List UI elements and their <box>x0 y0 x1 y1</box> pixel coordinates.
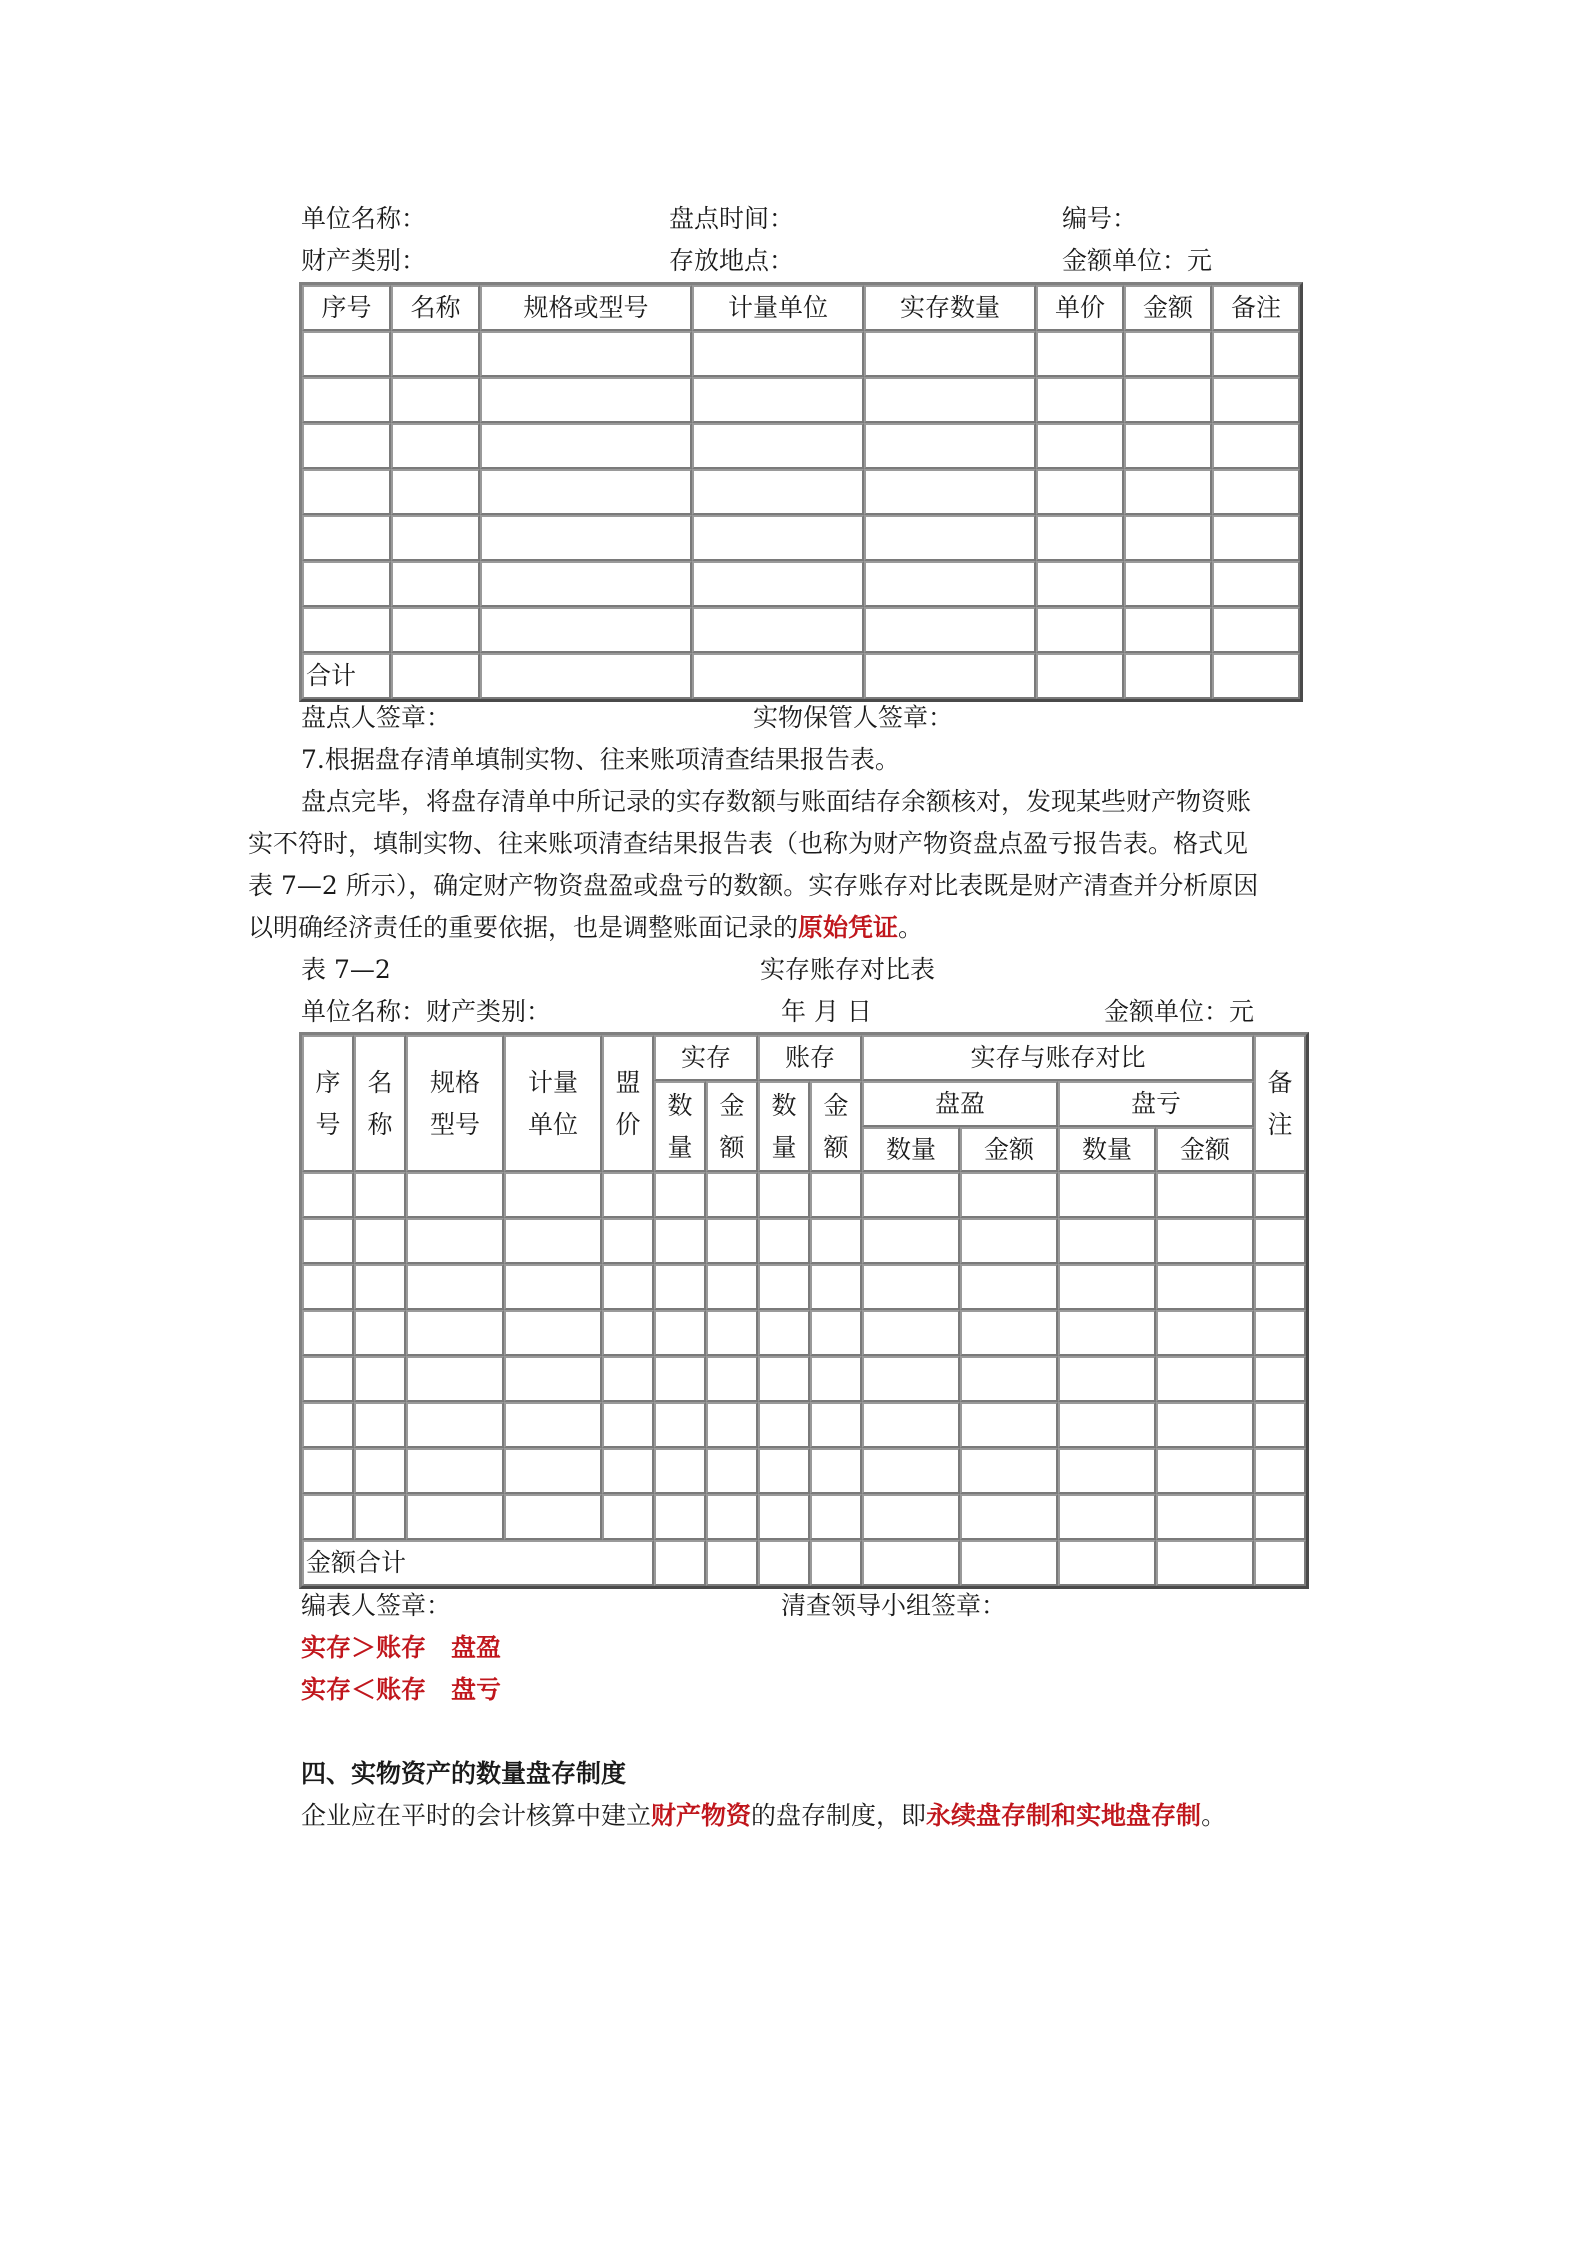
table-cell <box>504 1264 602 1310</box>
table-cell <box>602 1172 654 1218</box>
amount-unit-label-2: 金额单位：元 <box>1104 997 1255 1026</box>
table-cell <box>504 1494 602 1540</box>
table-cell <box>1212 423 1300 469</box>
table-cell <box>1156 1494 1254 1540</box>
inventory-systems-highlight: 永续盘存制和实地盘存制 <box>926 1801 1202 1830</box>
leader-signature-label: 清查领导小组签章： <box>781 1591 1007 1620</box>
table-cell <box>1254 1310 1306 1356</box>
table-cell <box>1124 423 1212 469</box>
table-cell <box>1156 1218 1254 1264</box>
section7-paragraph-line2: 实不符时，填制实物、往来账项清查结果报告表（也称为财产物资盘点盈亏报告表。格式见 <box>248 829 1249 858</box>
table-row <box>302 377 1300 423</box>
table-cell <box>1058 1402 1156 1448</box>
header-book: 账存 <box>758 1035 862 1081</box>
table-cell <box>602 1356 654 1402</box>
table-cell <box>960 1402 1058 1448</box>
table-cell <box>1212 469 1300 515</box>
table-cell <box>480 331 692 377</box>
table-total-row <box>302 1540 1306 1586</box>
table-cell <box>480 377 692 423</box>
section7-paragraph-line4 <box>248 913 923 943</box>
table-cell <box>354 1448 406 1494</box>
table-cell <box>706 1264 758 1310</box>
date-label: 年 月 日 <box>781 997 872 1026</box>
table-cell <box>960 1172 1058 1218</box>
storage-location-label: 存放地点： <box>669 246 795 275</box>
table-cell <box>302 1494 354 1540</box>
table-cell <box>758 1494 810 1540</box>
table-cell <box>960 1540 1058 1586</box>
table-cell <box>1254 1402 1306 1448</box>
section4-heading: 四、实物资产的数量盘存制度 <box>301 1759 627 1788</box>
table-header-row <box>302 285 1300 331</box>
table-header-row <box>302 1035 1306 1081</box>
surplus-rule: 实存＞账存 盘盈 <box>301 1633 502 1662</box>
table-cell <box>654 1172 706 1218</box>
table-cell <box>1036 469 1124 515</box>
table-cell <box>864 377 1036 423</box>
table-cell <box>602 1448 654 1494</box>
table-cell <box>758 1172 810 1218</box>
table-row <box>302 561 1300 607</box>
header-unit-price: 盟 价 <box>602 1035 654 1172</box>
header-comparison: 实存与账存对比 <box>862 1035 1254 1081</box>
original-voucher-highlight: 原始凭证 <box>798 913 899 942</box>
header-seq: 序号 <box>302 285 391 331</box>
header-remark: 备注 <box>1212 285 1300 331</box>
table-cell <box>302 1310 354 1356</box>
table-cell <box>302 423 391 469</box>
table-cell <box>654 1402 706 1448</box>
unit-name-label: 单位名称： <box>301 204 427 233</box>
table-cell <box>706 1356 758 1402</box>
section7-heading: 7.根据盘存清单填制实物、往来账项清查结果报告表。 <box>301 745 900 774</box>
inventory-list-table <box>299 282 1303 702</box>
header-book-amount: 金 额 <box>810 1081 862 1172</box>
table-cell <box>480 607 692 653</box>
header-name: 名称 <box>391 285 480 331</box>
table-cell <box>758 1218 810 1264</box>
table-cell <box>504 1310 602 1356</box>
table-cell <box>1058 1218 1156 1264</box>
table-cell <box>1036 653 1124 699</box>
table-row <box>302 1218 1306 1264</box>
table-row <box>302 1494 1306 1540</box>
table-cell <box>1036 561 1124 607</box>
table-cell <box>1156 1356 1254 1402</box>
table-cell <box>864 561 1036 607</box>
table-cell <box>302 1264 354 1310</box>
table-cell <box>864 331 1036 377</box>
table-cell <box>758 1402 810 1448</box>
table-row <box>302 423 1300 469</box>
table-cell <box>692 331 864 377</box>
table-cell <box>706 1540 758 1586</box>
table-cell <box>504 1356 602 1402</box>
table-cell <box>692 515 864 561</box>
table-cell <box>810 1218 862 1264</box>
table-cell <box>1036 607 1124 653</box>
table-cell <box>504 1402 602 1448</box>
header-surplus-amount: 金额 <box>960 1127 1058 1172</box>
table-cell <box>354 1172 406 1218</box>
table-cell <box>758 1264 810 1310</box>
header-deficit-amount: 金额 <box>1156 1127 1254 1172</box>
table-cell <box>1124 653 1212 699</box>
table-cell <box>504 1448 602 1494</box>
table-cell <box>654 1218 706 1264</box>
table2-title: 实存账存对比表 <box>760 955 936 984</box>
table-cell <box>406 1448 504 1494</box>
table-cell <box>1156 1540 1254 1586</box>
amount-unit-label: 金额单位：元 <box>1062 246 1213 275</box>
table-cell <box>862 1540 960 1586</box>
table-cell <box>862 1448 960 1494</box>
table-row <box>302 1310 1306 1356</box>
table-cell <box>864 515 1036 561</box>
table-cell <box>960 1218 1058 1264</box>
table-row <box>302 607 1300 653</box>
property-category-label: 财产类别： <box>301 246 427 275</box>
table-cell <box>1124 607 1212 653</box>
table-cell <box>1124 377 1212 423</box>
table-cell <box>810 1264 862 1310</box>
table-total-row <box>302 653 1300 699</box>
header-actual-amount: 金 额 <box>706 1081 758 1172</box>
table-cell <box>1124 331 1212 377</box>
table-cell <box>302 607 391 653</box>
table-cell <box>302 561 391 607</box>
table-row <box>302 1356 1306 1402</box>
table-cell <box>391 607 480 653</box>
table-cell <box>302 1218 354 1264</box>
table-cell <box>1058 1172 1156 1218</box>
table-cell <box>1254 1448 1306 1494</box>
table-cell <box>706 1172 758 1218</box>
section7-paragraph-line1: 盘点完毕，将盘存清单中所记录的实存数额与账面结存余额核对，发现某些财产物资账 <box>301 787 1252 816</box>
table-cell <box>302 331 391 377</box>
header-actual-qty: 实存数量 <box>864 285 1036 331</box>
table-cell <box>706 1402 758 1448</box>
table-cell <box>480 515 692 561</box>
header-deficit: 盘亏 <box>1058 1081 1254 1127</box>
table-row <box>302 469 1300 515</box>
table-cell <box>810 1448 862 1494</box>
table-cell <box>602 1494 654 1540</box>
table-cell <box>354 1264 406 1310</box>
table-cell <box>1254 1356 1306 1402</box>
table-cell <box>1254 1540 1306 1586</box>
table-cell <box>391 561 480 607</box>
table-cell <box>692 561 864 607</box>
table-cell <box>406 1218 504 1264</box>
header-actual-qty: 数 量 <box>654 1081 706 1172</box>
section4-paragraph <box>301 1801 1226 1831</box>
table-cell <box>1058 1356 1156 1402</box>
table-cell <box>1124 561 1212 607</box>
table-cell <box>1212 653 1300 699</box>
header-remark: 备 注 <box>1254 1035 1306 1172</box>
table-cell <box>706 1494 758 1540</box>
table-cell <box>692 377 864 423</box>
table-cell <box>406 1356 504 1402</box>
table-cell <box>654 1540 706 1586</box>
table-body <box>302 331 1300 653</box>
table-cell <box>602 1310 654 1356</box>
table-cell <box>406 1310 504 1356</box>
table-cell <box>391 377 480 423</box>
header-measure-unit: 计量单位 <box>692 285 864 331</box>
table-cell <box>1036 331 1124 377</box>
table-cell <box>302 515 391 561</box>
table-cell <box>391 653 480 699</box>
table-cell <box>302 469 391 515</box>
table-cell <box>810 1310 862 1356</box>
header-surplus-qty: 数量 <box>862 1127 960 1172</box>
table-cell <box>302 1356 354 1402</box>
table-cell <box>504 1172 602 1218</box>
unit-category-label: 单位名称：财产类别： <box>301 997 552 1026</box>
table-cell <box>1212 515 1300 561</box>
table-cell <box>960 1494 1058 1540</box>
table-cell <box>1058 1494 1156 1540</box>
table-cell <box>692 469 864 515</box>
paragraph-text: 。 <box>898 913 924 942</box>
table-cell <box>960 1356 1058 1402</box>
table-cell <box>758 1448 810 1494</box>
header-spec: 规格或型号 <box>480 285 692 331</box>
table-cell <box>654 1448 706 1494</box>
header-unit-price: 单价 <box>1036 285 1124 331</box>
table-cell <box>354 1310 406 1356</box>
table-cell <box>1212 607 1300 653</box>
table-cell <box>654 1310 706 1356</box>
table-cell <box>1058 1264 1156 1310</box>
deficit-rule: 实存＜账存 盘亏 <box>301 1675 502 1704</box>
table-cell <box>864 469 1036 515</box>
table-cell <box>864 607 1036 653</box>
table-cell <box>706 1448 758 1494</box>
table-cell <box>406 1264 504 1310</box>
table-cell <box>758 1310 810 1356</box>
table-cell <box>354 1356 406 1402</box>
table-cell <box>810 1402 862 1448</box>
table-cell <box>1156 1310 1254 1356</box>
table-cell <box>960 1264 1058 1310</box>
table-cell <box>692 423 864 469</box>
table-cell <box>391 423 480 469</box>
table-cell <box>1058 1448 1156 1494</box>
table-cell <box>1036 423 1124 469</box>
table-cell <box>706 1218 758 1264</box>
header-actual: 实存 <box>654 1035 758 1081</box>
table-cell <box>862 1264 960 1310</box>
table-cell <box>302 1448 354 1494</box>
table-body <box>302 1172 1306 1540</box>
table-cell <box>504 1218 602 1264</box>
table-cell <box>1212 331 1300 377</box>
table-row <box>302 1402 1306 1448</box>
counter-signature-label: 盘点人签章： <box>301 703 452 732</box>
table-cell <box>480 653 692 699</box>
table-cell <box>864 423 1036 469</box>
paragraph-text: 以明确经济责任的重要依据，也是调整账面记录的 <box>248 913 799 942</box>
table-cell <box>1254 1172 1306 1218</box>
table2-label: 表 7—2 <box>301 955 391 984</box>
table-cell <box>862 1402 960 1448</box>
table-cell <box>706 1310 758 1356</box>
table-cell <box>654 1356 706 1402</box>
table-cell <box>810 1540 862 1586</box>
table-cell <box>480 469 692 515</box>
paragraph-text: 企业应在平时的会计核算中建立 <box>301 1801 652 1830</box>
table-cell <box>1254 1494 1306 1540</box>
property-materials-highlight: 财产物资 <box>651 1801 752 1830</box>
table-cell <box>1036 515 1124 561</box>
comparison-table <box>299 1032 1309 1589</box>
table-cell <box>354 1494 406 1540</box>
table-cell <box>654 1494 706 1540</box>
table-row <box>302 1264 1306 1310</box>
table-cell <box>602 1402 654 1448</box>
preparer-signature-label: 编表人签章： <box>301 1591 452 1620</box>
table-cell <box>302 377 391 423</box>
table-cell <box>602 1218 654 1264</box>
table-cell <box>1156 1172 1254 1218</box>
table-cell <box>302 1402 354 1448</box>
paragraph-text: 。 <box>1201 1801 1227 1830</box>
inventory-time-label: 盘点时间： <box>669 204 795 233</box>
table-cell <box>960 1448 1058 1494</box>
table-cell <box>960 1310 1058 1356</box>
table-cell <box>1254 1218 1306 1264</box>
header-name: 名 称 <box>354 1035 406 1172</box>
table-cell <box>758 1540 810 1586</box>
table-cell <box>354 1402 406 1448</box>
header-spec: 规格 型号 <box>406 1035 504 1172</box>
table-cell <box>758 1356 810 1402</box>
table-cell <box>480 423 692 469</box>
header-amount: 金额 <box>1124 285 1212 331</box>
section7-paragraph-line3: 表 7—2 所示），确定财产物资盘盈或盘亏的数额。实存账存对比表既是财产清查并分析原因 <box>248 871 1259 900</box>
header-surplus: 盘盈 <box>862 1081 1058 1127</box>
table-cell <box>1254 1264 1306 1310</box>
table-cell <box>1212 561 1300 607</box>
table-cell <box>862 1310 960 1356</box>
table-cell <box>1156 1448 1254 1494</box>
table-cell <box>391 515 480 561</box>
total-amount-label: 金额合计 <box>302 1540 654 1586</box>
table-cell <box>862 1356 960 1402</box>
header-deficit-qty: 数量 <box>1058 1127 1156 1172</box>
table-cell <box>864 653 1036 699</box>
table-cell <box>1036 377 1124 423</box>
header-seq: 序 号 <box>302 1035 354 1172</box>
table-cell <box>1058 1310 1156 1356</box>
serial-number-label: 编号： <box>1062 204 1138 233</box>
custodian-signature-label: 实物保管人签章： <box>753 703 954 732</box>
table-row <box>302 331 1300 377</box>
table-row <box>302 515 1300 561</box>
table-cell <box>1156 1264 1254 1310</box>
table-cell <box>1212 377 1300 423</box>
table-cell <box>862 1494 960 1540</box>
table-cell <box>1124 515 1212 561</box>
total-label: 合计 <box>302 653 391 699</box>
table-cell <box>810 1172 862 1218</box>
table-cell <box>302 1172 354 1218</box>
table-cell <box>654 1264 706 1310</box>
table-cell <box>862 1218 960 1264</box>
table-cell <box>406 1402 504 1448</box>
table-cell <box>1058 1540 1156 1586</box>
table-cell <box>391 469 480 515</box>
table-row <box>302 1172 1306 1218</box>
table-cell <box>1156 1402 1254 1448</box>
table-cell <box>602 1264 654 1310</box>
table-cell <box>692 607 864 653</box>
header-book-qty: 数 量 <box>758 1081 810 1172</box>
table-row <box>302 1448 1306 1494</box>
table-cell <box>862 1172 960 1218</box>
paragraph-text: 的盘存制度，即 <box>751 1801 927 1830</box>
table-cell <box>810 1494 862 1540</box>
table-cell <box>354 1218 406 1264</box>
table-cell <box>692 653 864 699</box>
table-cell <box>1124 469 1212 515</box>
table-cell <box>406 1172 504 1218</box>
table-cell <box>406 1494 504 1540</box>
table-cell <box>391 331 480 377</box>
table-cell <box>480 561 692 607</box>
header-measure-unit: 计量 单位 <box>504 1035 602 1172</box>
table-cell <box>810 1356 862 1402</box>
